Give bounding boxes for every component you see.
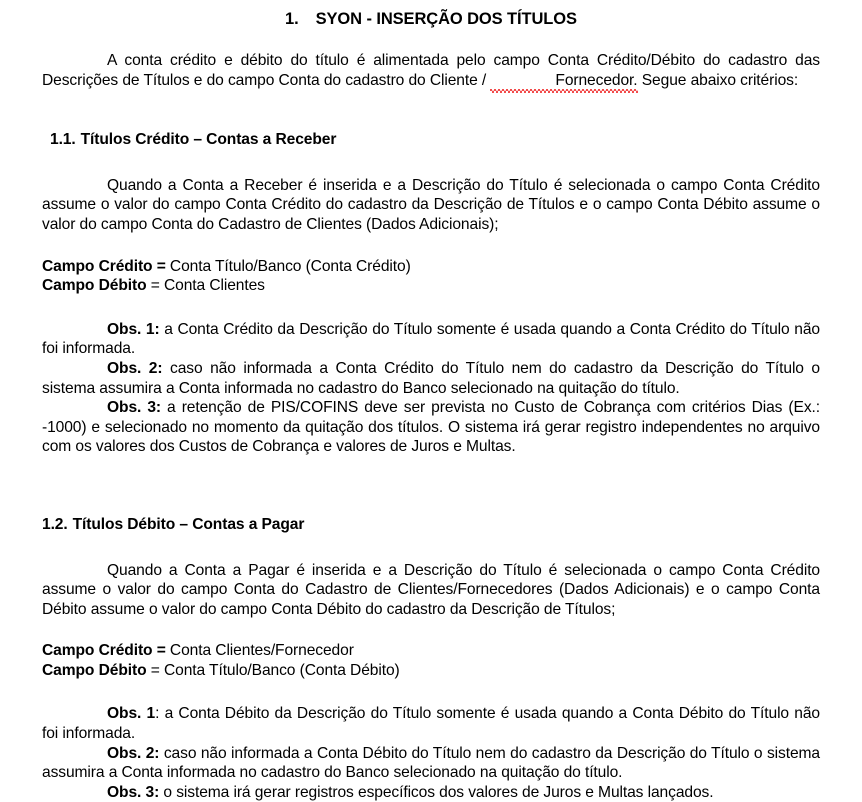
spacer bbox=[0, 235, 862, 257]
note-text: a retenção de PIS/COFINS deve ser prevista no Custo de Cobrança com critérios Dias (Ex.: -1000) e selecionado no momento da quitação dos títulos. O sistema irá gerar registro independentes no arquivo com os valores dos Custos de Cobrança e valores de Juros e Multas. bbox=[42, 399, 820, 456]
field-label: Campo Débito bbox=[42, 277, 147, 295]
spacer bbox=[0, 150, 862, 176]
page-title bbox=[0, 0, 862, 29]
section-1-2-body: Quando a Conta a Pagar é inserida e a Descrição do Título é selecionada o campo Conta Crédito assume o valor do campo Conta do Cadastro de Clientes/Fornecedores (Dados Adicionais) e o campo Conta Débito assume o valor do campo Conta Débito do cadastro da Descrição de Títulos; bbox=[42, 561, 820, 618]
section-1-1-body: Quando a Conta a Receber é inserida e a Descrição do Título é selecionada o campo Conta Crédito assume o valor do campo Conta Crédito do cadastro da Descrição de Títulos e o campo Conta Débito assume o valor do campo Conta do Cadastro de Clientes (Dados Adicionais); bbox=[42, 176, 820, 233]
note-text: caso não informada a Conta Crédito do Título nem do cadastro da Descrição do Título o sistema assumira a Conta informada no cadastro do Banco selecionado na quitação do título. bbox=[42, 359, 820, 397]
spacer bbox=[0, 90, 862, 130]
spacer bbox=[0, 535, 862, 561]
field-value: Conta Clientes/Fornecedor bbox=[165, 642, 354, 660]
field-value: = Conta Título/Banco (Conta Débito) bbox=[146, 661, 400, 679]
spacer bbox=[0, 457, 862, 497]
section-1-1-field-credito bbox=[0, 257, 862, 277]
section-heading-number: 1.2. bbox=[42, 515, 68, 533]
intro-paragraph-text: A conta crédito e débito do título é alimentada pelo campo Conta Crédito/Débito do cadastro das Descrições de Títulos e do campo Conta do cadastro do Cliente / bbox=[42, 52, 820, 89]
spacer bbox=[0, 29, 862, 51]
section-1-2-note-3 bbox=[0, 783, 862, 802]
field-value: Conta Título/Banco (Conta Crédito) bbox=[165, 257, 411, 275]
section-heading-text: Títulos Débito – Contas a Pagar bbox=[72, 515, 305, 533]
section-1-1-field-debito bbox=[0, 276, 862, 296]
section-heading-1-2 bbox=[0, 515, 862, 535]
misspelled-word: Fornecedor. bbox=[490, 71, 637, 91]
page-title-text: SYON - INSERÇÃO DOS TÍTULOS bbox=[315, 10, 577, 28]
section-heading-1-1 bbox=[0, 130, 862, 150]
section-heading-text: Títulos Crédito – Contas a Receber bbox=[80, 131, 337, 149]
section-1-2-note-1 bbox=[0, 704, 862, 743]
spacer bbox=[0, 619, 862, 641]
note-label: Obs. 3: bbox=[107, 399, 161, 417]
intro-paragraph-tail: Segue abaixo critérios: bbox=[637, 71, 799, 89]
note-label: Obs. 2: bbox=[107, 744, 160, 762]
note-text: caso não informada a Conta Débito do Título nem do cadastro da Descrição do Título o sistema assumira a Conta informada no cadastro do Banco selecionado na quitação do título. bbox=[42, 744, 820, 782]
note-text: : a Conta Débito da Descrição do Título somente é usada quando a Conta Débito do Título não foi informada. bbox=[42, 705, 820, 743]
section-1-2-field-debito bbox=[0, 661, 862, 681]
note-text: o sistema irá gerar registros específicos dos valores de Juros e Multas lançados. bbox=[159, 783, 714, 801]
field-label: Campo Débito bbox=[42, 661, 147, 679]
note-text: a Conta Crédito da Descrição do Título somente é usada quando a Conta Crédito do Título não foi informada. bbox=[42, 320, 820, 358]
section-1-1-note-2 bbox=[0, 359, 862, 398]
spacer bbox=[0, 680, 862, 704]
field-label: Campo Crédito = bbox=[42, 642, 166, 660]
note-label: Obs. 2: bbox=[107, 359, 163, 377]
section-1-2-note-2 bbox=[0, 744, 862, 783]
intro-paragraph bbox=[0, 51, 862, 90]
note-label: Obs. 3: bbox=[107, 783, 160, 801]
section-1-2-field-credito bbox=[0, 641, 862, 661]
note-label: Obs. 1 bbox=[107, 705, 156, 723]
page-title-number: 1. bbox=[285, 10, 299, 28]
note-label: Obs. 1: bbox=[107, 320, 160, 338]
field-value: = Conta Clientes bbox=[146, 277, 265, 295]
section-1-1-note-3 bbox=[0, 398, 862, 457]
spacer bbox=[0, 296, 862, 320]
field-label: Campo Crédito = bbox=[42, 257, 166, 275]
section-1-1-note-1 bbox=[0, 320, 862, 359]
section-heading-number: 1.1. bbox=[50, 131, 76, 149]
spacer bbox=[0, 497, 862, 515]
